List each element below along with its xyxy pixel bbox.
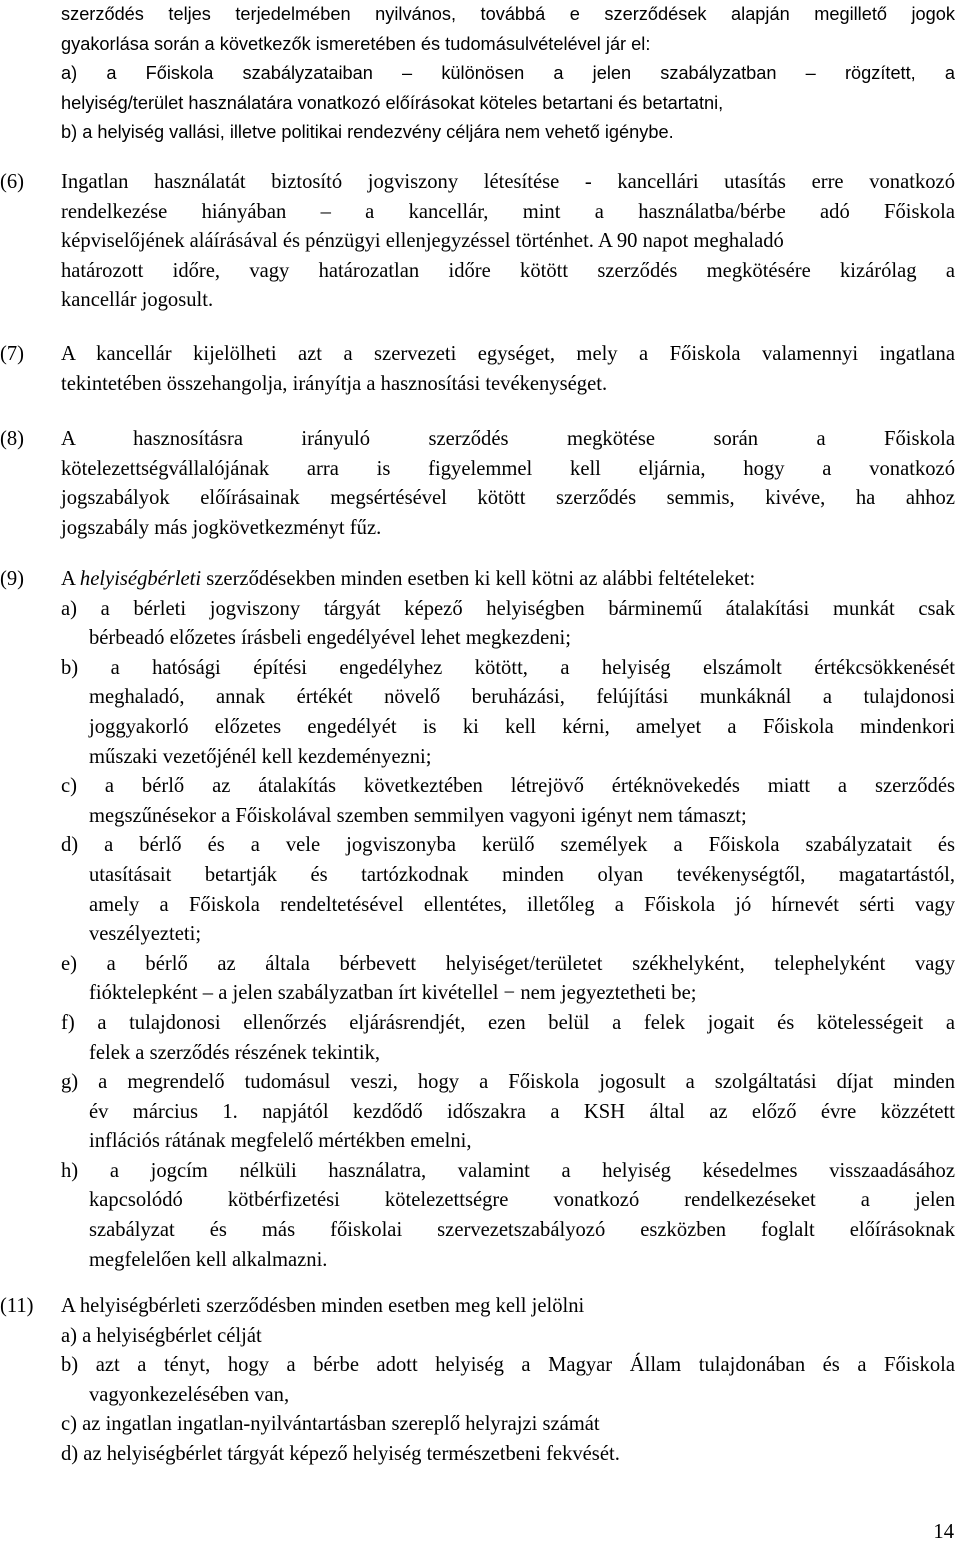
list-item-line: g) a megrendelő tudomásul veszi, hogy a Főiskola jogosult a szolgáltatási díjat minden: [61, 1071, 955, 1094]
list-item-h: [61, 1157, 955, 1275]
list-item-line: a) a bérleti jogviszony tárgyát képező helyiségben bárminemű átalakítási munkát csak: [61, 597, 955, 620]
intro-section: [0, 0, 956, 148]
list-item-e: [61, 950, 955, 1009]
paragraph-line: tekintetében összehangolja, irányítja a hasznosítási tevékenységet.: [61, 372, 608, 395]
paragraph-line: kötelezettségvállalójának arra is figyelemmel kell eljárnia, hogy a vonatkozó: [61, 457, 955, 480]
paragraph-line-part: képviselőjének aláírásával és pénzügyi ellenjegyzéssel történhet.: [61, 230, 594, 253]
list-item-line: megszűnésekor a Főiskolával szemben semmilyen vagyoni igényt nem támaszt;: [89, 804, 747, 827]
intro-line: b) a helyiség vallási, illetve politikai rendezvény céljára nem vehető igénybe.: [61, 122, 674, 143]
list-item-c: c) az ingatlan ingatlan-nyilvántartásban szereplő helyrajzi számát: [61, 1413, 600, 1436]
intro-line: gyakorlása során a következők ismeretében és tudomásulvételével jár el:: [61, 33, 651, 54]
list-item-line: f) a tulajdonosi ellenőrzés eljárásrendjét, ezen belül a felek jogait és kötelességeit a: [61, 1011, 955, 1034]
list-item-line: felek a szerződés részének tekintik,: [89, 1041, 381, 1064]
paragraph-11: [0, 1292, 956, 1470]
paragraph-intro: [61, 565, 955, 595]
list-item-d: [61, 831, 955, 949]
paragraph-line: jogszabály más jogkövetkezményt fűz.: [61, 516, 382, 539]
paragraph-line: Ingatlan használatát biztosító jogviszony létesítése - kancellári utasítás erre vonatkozó: [61, 171, 955, 193]
intro-line: szerződés teljes terjedelmében nyilvános, továbbá e szerződések alapján megillető jogok: [61, 4, 955, 24]
paragraph-7: [0, 340, 956, 399]
list-item-d: d) az helyiségbérlet tárgyát képező helyiség természetbeni fekvését.: [61, 1442, 620, 1465]
paragraph-line: A hasznosításra irányuló szerződés megkötése során a Főiskola: [61, 428, 955, 450]
list-item-b: [61, 1351, 955, 1410]
list-item-f: [61, 1009, 955, 1068]
intro-text: A: [61, 568, 80, 590]
list-item-line: b) a hatósági építési engedélyhez kötött, a helyiség elszámolt értékcsökkenését: [61, 656, 955, 679]
paragraph-line: rendelkezése hiányában – a kancellár, mint a használatba/bérbe adó Főiskola: [61, 200, 955, 223]
list-item-line: műszaki vezetőjénél kell kezdeményezni;: [89, 745, 432, 768]
paragraph-line: A kancellár kijelölheti azt a szervezeti egységet, mely a Főiskola valamennyi ingatlana: [61, 343, 955, 365]
list-item-line: amely a Főiskola rendeltetésével ellentétes, illetőleg a Főiskola jó hírnevét sérti vagy: [89, 893, 955, 916]
paragraph-intro: A helyiségbérleti szerződésben minden esetben meg kell jelölni: [61, 1295, 585, 1317]
intro-line: a) a Főiskola szabályzataiban – különösen a jelen szabályzatban – rögzített, a: [61, 63, 955, 84]
page-number: 14: [933, 1521, 954, 1543]
list-item-line: megfelelően kell alkalmazni.: [89, 1248, 328, 1271]
list-item-a: [61, 595, 955, 654]
paragraph-line: határozott időre, vagy határozatlan időre kötött szerződés megkötésére kizárólag a: [61, 259, 955, 282]
list-item-line: bérbeadó előzetes írásbeli engedélyével lehet megkezdeni;: [89, 627, 572, 650]
list-item-line: meghaladó, annak értékét növelő beruházási, felújítási munkáknál a tulajdonosi: [89, 686, 955, 709]
paragraph-line: jogszabályok előírásainak megsértésével kötött szerződés semmis, kivéve, ha ahhoz: [61, 487, 955, 510]
paragraph-line-part: A 90 napot meghaladó: [597, 230, 784, 253]
paragraph-6: [0, 168, 956, 316]
list-item-line: utasításait betartják és tartózkodnak minden olyan tevékenységtől, magatartástól,: [89, 863, 955, 886]
list-item-line: kapcsolódó kötbérfizetési kötelezettségre vonatkozó rendelkezéseket a jelen: [89, 1189, 955, 1212]
list-item-c: [61, 772, 955, 831]
list-item-line: b) azt a tényt, hogy a bérbe adott helyiség a Magyar Állam tulajdonában és a Főiskola: [61, 1354, 955, 1377]
list-item-line: szabályzat és más főiskolai szervezetszabályozó eszközben foglalt előírásoknak: [89, 1219, 955, 1242]
list-item-line: joggyakorló előzetes engedélyét is ki kell kérni, amelyet a Főiskola mindenkori: [89, 715, 955, 738]
paragraph-9: [0, 565, 956, 1275]
list-item-line: év március 1. napjától kezdődő időszakra a KSH által az előző évre közzétett: [89, 1100, 955, 1123]
intro-line: helyiség/terület használatára vonatkozó előírásokat köteles betartani és betartatni,: [61, 92, 724, 113]
list-item-line: vagyonkezelésében van,: [89, 1383, 290, 1406]
list-item-line: fióktelepként – a jelen szabályzatban írt kivétellel − nem jegyeztetheti be;: [89, 982, 697, 1005]
list-item-b: [61, 654, 955, 772]
list-item-line: veszélyezteti;: [89, 923, 202, 946]
paragraph-line: kancellár jogosult.: [61, 289, 214, 312]
list-item-line: inflációs rátának megfelelő mértékben emelni,: [89, 1130, 472, 1153]
paragraph-number: (9): [0, 568, 25, 590]
intro-emphasis: helyiségbérleti: [79, 568, 202, 590]
paragraph-number: (7): [0, 343, 25, 365]
paragraph-number: (8): [0, 428, 25, 450]
paragraph-number: (6): [0, 171, 25, 193]
paragraph-line: [61, 227, 955, 257]
paragraph-8: [0, 425, 956, 543]
intro-text: szerződésekben minden esetben ki kell kötni az alábbi feltételeket:: [201, 568, 756, 590]
list-item-line: c) a bérlő az átalakítás következtében létrejövő értéknövekedés miatt a szerződés: [61, 775, 955, 798]
list-item-a: a) a helyiségbérlet célját: [61, 1324, 262, 1347]
paragraph-number: (11): [0, 1295, 34, 1317]
list-item-line: e) a bérlő az általa bérbevett helyiséget/területet székhelyként, telephelyként vagy: [61, 952, 955, 975]
list-item-line: h) a jogcím nélküli használatra, valamint a helyiség késedelmes visszaadásához: [61, 1159, 955, 1182]
list-item-g: [61, 1068, 955, 1157]
list-item-line: d) a bérlő és a vele jogviszonyba kerülő személyek a Főiskola szabályzatait és: [61, 834, 955, 857]
